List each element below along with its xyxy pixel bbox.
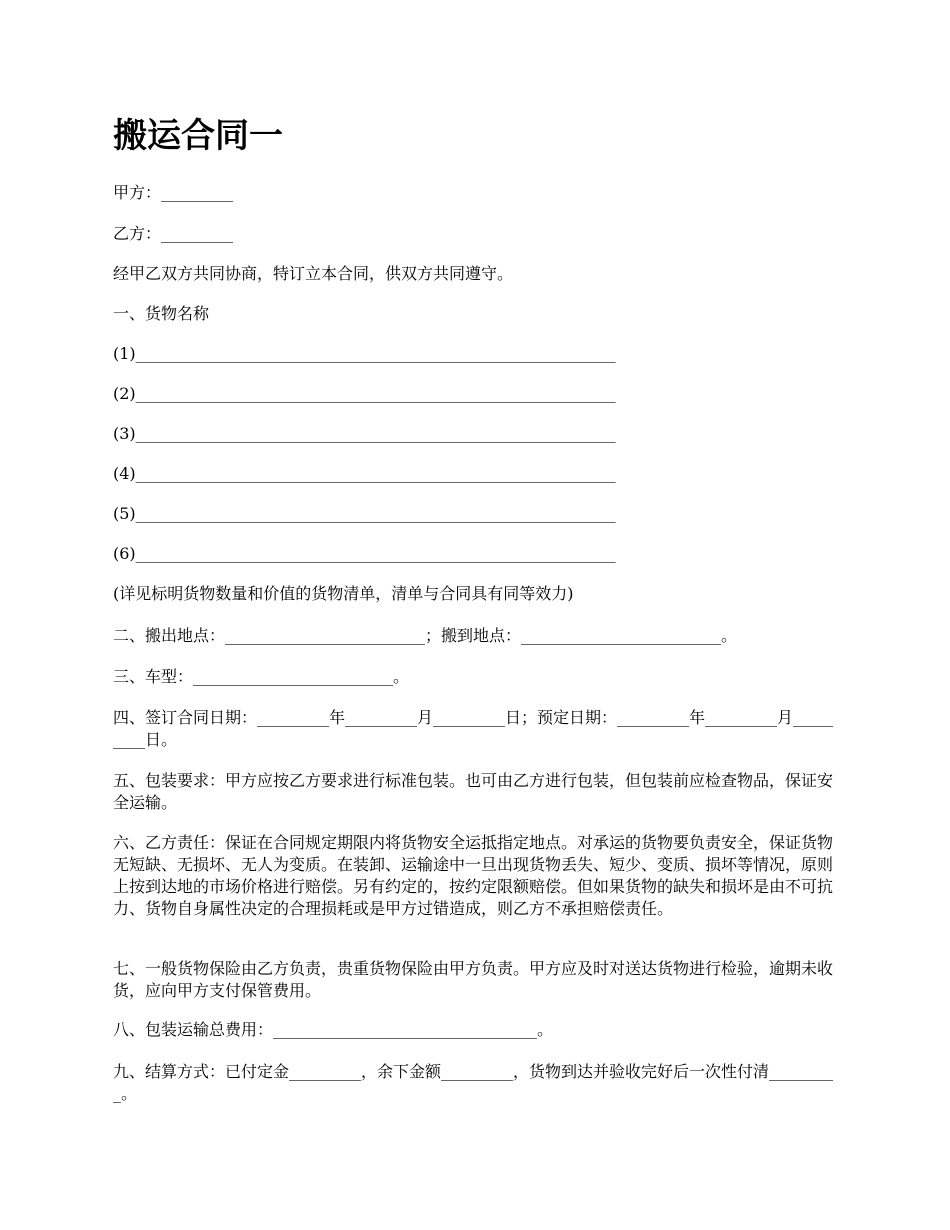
document-title: 搬运合同一 — [113, 116, 283, 156]
goods-note: (详见标明货物数量和价值的货物清单，清单与合同具有同等效力) — [113, 584, 574, 603]
section-7-insurance: 七、一般货物保险由乙方负责，贵重货物保险由甲方负责。甲方应及时对送达货物进行检验，逾期未收货，应向甲方支付保管费用。 — [113, 959, 834, 1000]
goods-line-5: (5)____________________________________________________________ — [113, 504, 616, 523]
intro-paragraph: 经甲乙双方共同协商，特订立本合同，供双方共同遵守。 — [113, 264, 514, 283]
section-1-heading: 一、货物名称 — [113, 304, 210, 323]
section-5-packaging: 五、包装要求：甲方应按乙方要求进行标准包装。也可由乙方进行包装，但包装前应检查物品，保证安全运输。 — [113, 771, 834, 812]
goods-line-2: (2)____________________________________________________________ — [113, 384, 616, 403]
section-4-dates: 四、签订合同日期：_________年_________月_________日；预定日期：_________年_________月_________日。 — [113, 708, 834, 749]
section-3-vehicle-type: 三、车型：_________________________。 — [113, 667, 410, 686]
goods-line-3: (3)____________________________________________________________ — [113, 424, 616, 443]
section-2-locations: 二、搬出地点：_________________________；搬到地点：_________________________。 — [113, 626, 738, 645]
party-a-line: 甲方：_________ — [113, 183, 234, 202]
section-8-total-fee: 八、包装运输总费用：_________________________________。 — [113, 1020, 554, 1039]
section-6-responsibility: 六、乙方责任：保证在合同规定期限内将货物安全运抵指定地点。对承运的货物要负责安全，保证货物无短缺、无损坏、无人为变质。在装卸、运输途中一旦出现货物丢失、短少、变质、损坏等情况，原则上按到达地的市场价格进行赔偿。另有约定的，按约定限额赔偿。但如果货物的缺失和损坏是由不可抗力、货物自身属性决定的合理损耗或是甲方过错造成，则乙方不承担赔偿责任。 — [113, 833, 834, 918]
party-b-line: 乙方：_________ — [113, 224, 234, 243]
goods-line-1: (1)____________________________________________________________ — [113, 344, 616, 363]
goods-line-6: (6)____________________________________________________________ — [113, 544, 616, 563]
section-9-settlement: 九、结算方式：已付定金_________，余下金额_________，货物到达并验收完好后一次性付清_________。 — [113, 1062, 834, 1103]
goods-line-4: (4)____________________________________________________________ — [113, 464, 616, 483]
